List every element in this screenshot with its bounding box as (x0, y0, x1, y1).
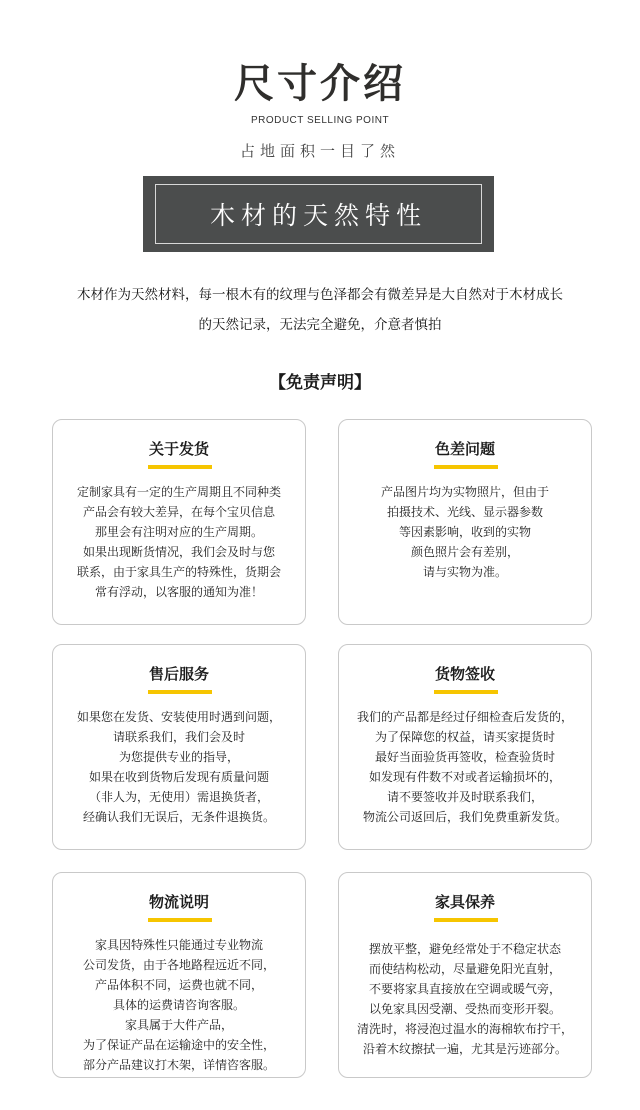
intro-line: 木材作为天然材料，每一根木有的纹理与色泽都会有微差异是大自然对于木材成长 (77, 287, 563, 303)
intro-line: 的天然记录，无法完全避免，介意者慎拍 (198, 317, 442, 333)
card-accent-bar (434, 918, 498, 922)
card-line: 产品图片均为实物照片，但由于 (380, 485, 549, 499)
card-line: 清洗时，将浸泡过温水的海棉软布拧干， (356, 1022, 573, 1036)
card-body (59, 707, 299, 827)
card-line: 请与实物为准。 (422, 565, 507, 579)
card-accent-bar (434, 690, 498, 694)
card-body (59, 935, 299, 1075)
subtitle-chinese: 占地面积一目了然 (239, 142, 400, 160)
card-after-sales (52, 644, 306, 850)
page-title: 尺寸介绍 (234, 61, 406, 107)
card-line: 沿着木纹擦拭一遍，尤其是污迹部分。 (362, 1042, 567, 1056)
card-line: 以免家具因受潮、受热而变形开裂。 (368, 1002, 561, 1016)
card-line: 拍摄技术、光线、显示器参数 (386, 505, 543, 519)
card-body (345, 939, 585, 1059)
card-line: 摆放平整，避免经常处于不稳定状态 (368, 942, 561, 956)
card-line: 如果您在发货、安装使用时遇到问题， (76, 710, 281, 724)
card-line: 定制家具有一定的生产周期且不同种类 (76, 485, 281, 499)
card-line: 联系，由于家具生产的特殊性，货期会 (76, 565, 281, 579)
card-line: 为了保证产品在运输途中的安全性， (82, 1038, 275, 1052)
card-line: 家具属于大件产品， (124, 1018, 233, 1032)
card-line: 如果出现断货情况，我们会及时与您 (82, 545, 275, 559)
card-color-difference (338, 419, 592, 625)
card-line: 颜色照片会有差别， (410, 545, 519, 559)
banner-text: 木材的天然特性 (209, 201, 427, 230)
card-line: 产品会有较大差异，在每个宝贝信息 (82, 505, 275, 519)
card-line: 产品体积不同，运费也就不同， (94, 978, 263, 992)
card-line: 而使结构松动，尽量避免阳光直射， (368, 962, 561, 976)
wood-nature-banner (143, 176, 494, 252)
disclaimer-heading: 【免责声明】 (269, 373, 371, 393)
card-line: 那里会有注明对应的生产周期。 (94, 525, 263, 539)
card-line: 具体的运费请咨询客服。 (112, 998, 245, 1012)
card-body (345, 482, 585, 582)
card-line: 不要将家具直接放在空调或暖气旁， (368, 982, 561, 996)
card-line: 请联系我们，我们会及时 (112, 730, 245, 744)
card-line: 请不要签收并及时联系我们， (386, 790, 543, 804)
card-goods-receipt (338, 644, 592, 850)
card-title: 关于发货 (148, 440, 209, 458)
card-line: 如发现有件数不对或者运输损坏的， (368, 770, 561, 784)
card-furniture-care (338, 872, 592, 1078)
card-title: 货物签收 (434, 665, 495, 683)
banner-frame (155, 184, 482, 244)
card-body (59, 482, 299, 602)
card-line: 我们的产品都是经过仔细检查后发货的， (356, 710, 573, 724)
card-accent-bar (434, 465, 498, 469)
card-line: 等因素影响，收到的实物 (398, 525, 531, 539)
card-title: 家具保养 (434, 893, 495, 911)
card-line: （非人为，无使用）需退换货者， (88, 790, 269, 804)
card-accent-bar (148, 690, 212, 694)
card-line: 如果在收到货物后发现有质量问题 (88, 770, 269, 784)
card-line: 物流公司返回后，我们免费重新发货。 (362, 810, 567, 824)
card-logistics (52, 872, 306, 1078)
card-title: 物流说明 (148, 893, 209, 911)
card-accent-bar (148, 918, 212, 922)
card-line: 部分产品建议打木架，详情咨客服。 (82, 1058, 275, 1072)
card-line: 为了保障您的权益，请买家提货时 (374, 730, 555, 744)
card-title: 色差问题 (434, 440, 495, 458)
card-shipping (52, 419, 306, 625)
card-line: 最好当面验货再签收，检查验货时 (374, 750, 555, 764)
intro-paragraph (20, 280, 620, 340)
card-accent-bar (148, 465, 212, 469)
card-title: 售后服务 (148, 665, 209, 683)
card-line: 常有浮动，以客服的通知为准！ (94, 585, 263, 599)
subtitle-english: PRODUCT SELLING POINT (250, 115, 390, 126)
card-line: 公司发货，由于各地路程远近不同， (82, 958, 275, 972)
card-line: 家具因特殊性只能通过专业物流 (94, 938, 263, 952)
card-line: 为您提供专业的指导， (118, 750, 239, 764)
card-line: 经确认我们无误后，无条件退换货。 (82, 810, 275, 824)
card-body (345, 707, 585, 827)
